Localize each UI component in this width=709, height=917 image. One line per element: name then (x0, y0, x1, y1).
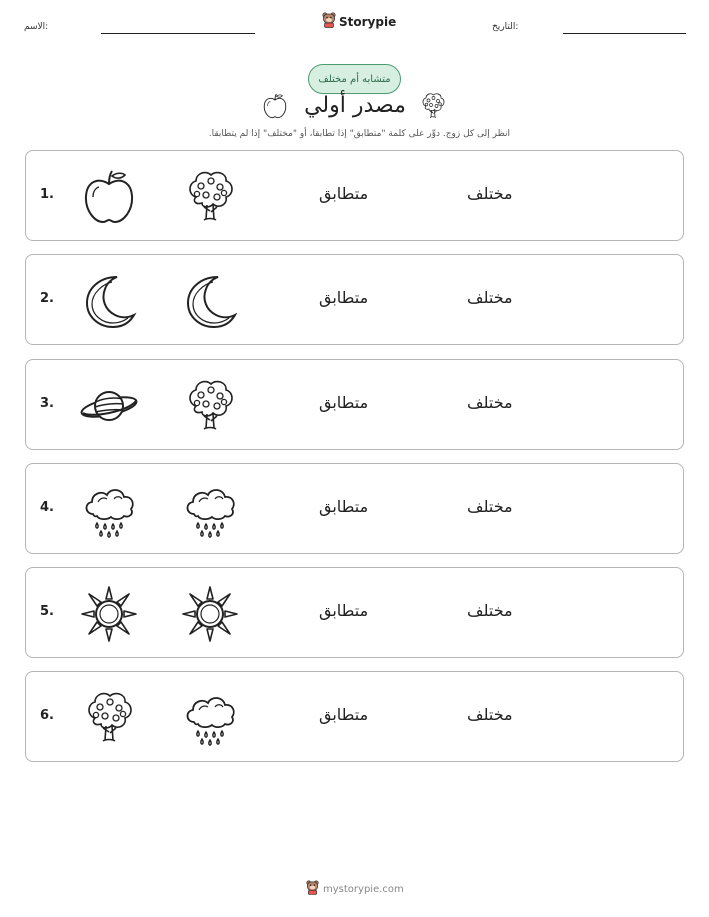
date-line[interactable] (563, 33, 686, 34)
brand-name: Storypie (339, 15, 397, 29)
planet-icon (79, 376, 139, 436)
row-number: 3. (40, 396, 54, 411)
different-option[interactable]: مختلف (467, 705, 513, 724)
row-number: 1. (40, 187, 54, 202)
match-option[interactable]: متطابق (319, 705, 369, 724)
exercise-row (25, 567, 684, 658)
bear-mascot-icon (306, 880, 319, 899)
instructions: انظر إلى كل زوج. دوِّر على كلمة "متطابق" إذا تطابقا، أو "مختلف" إذا لم يتطابقا. (208, 129, 510, 139)
match-option[interactable]: متطابق (319, 601, 369, 620)
footer (306, 880, 404, 899)
tree-icon (180, 376, 240, 436)
bear-mascot-icon (322, 12, 336, 32)
exercise-row (25, 150, 684, 241)
exercise-row (25, 359, 684, 450)
sun-icon (79, 584, 139, 644)
name-line[interactable] (101, 33, 255, 34)
page-title: مصدر أولي (304, 93, 406, 118)
tree-icon (180, 167, 240, 227)
different-option[interactable]: مختلف (467, 601, 513, 620)
rain-cloud-icon (79, 480, 139, 540)
apple-icon (261, 92, 289, 124)
row-number: 4. (40, 500, 54, 515)
tree-icon (79, 688, 139, 748)
moon-icon (79, 271, 139, 331)
match-option[interactable]: متطابق (319, 393, 369, 412)
sun-icon (180, 584, 240, 644)
tree-icon (418, 91, 448, 125)
rain-cloud-icon (180, 688, 240, 748)
footer-url[interactable]: mystorypie.com (323, 884, 404, 895)
row-number: 2. (40, 291, 54, 306)
row-number: 5. (40, 604, 54, 619)
brand-logo (322, 12, 396, 32)
exercise-row (25, 671, 684, 762)
row-number: 6. (40, 708, 54, 723)
match-option[interactable]: متطابق (319, 184, 369, 203)
different-option[interactable]: مختلف (467, 497, 513, 516)
date-label: التاريخ: (492, 22, 519, 32)
apple-icon (79, 167, 139, 227)
different-option[interactable]: مختلف (467, 184, 513, 203)
match-option[interactable]: متطابق (319, 288, 369, 307)
exercise-row (25, 463, 684, 554)
match-option[interactable]: متطابق (319, 497, 369, 516)
different-option[interactable]: مختلف (467, 288, 513, 307)
moon-icon (180, 271, 240, 331)
rain-cloud-icon (180, 480, 240, 540)
different-option[interactable]: مختلف (467, 393, 513, 412)
exercise-row (25, 254, 684, 345)
name-label: الاسم: (24, 22, 49, 32)
topic-pill: متشابه أم مختلف (308, 64, 401, 94)
